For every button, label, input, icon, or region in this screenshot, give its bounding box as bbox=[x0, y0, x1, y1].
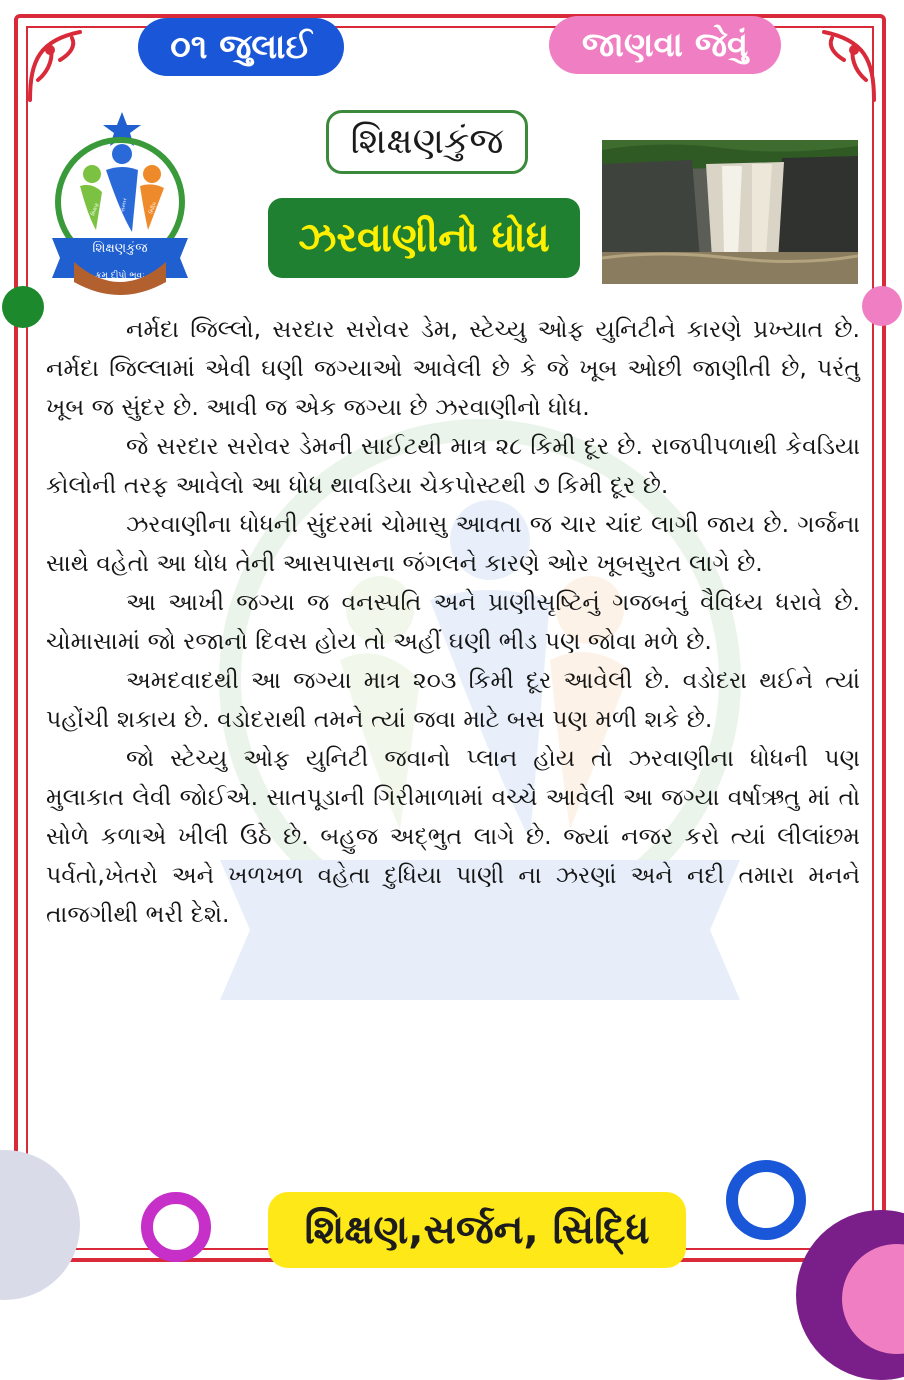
article-body bbox=[46, 310, 860, 934]
footer-motto: શિક્ષણ,સર્જન, સિદ્ધિ bbox=[268, 1192, 686, 1268]
ornament-corner-top-left-icon bbox=[20, 20, 110, 110]
article-paragraph-2: જે સરદાર સરોવર ડેમની સાઈટથી માત્ર ૨૮ કિમી દૂર છે. રાજપીપળાથી કેવડિયા કોલોની તરફ આવેલો આ ધોધ થાવડિયા ચેકપોસ્ટથી ૭ કિમી દૂર છે. bbox=[46, 432, 860, 499]
dot-left-icon bbox=[2, 286, 44, 328]
article-title: ઝરવાણીનો ધોધ bbox=[268, 198, 580, 278]
dot-right-icon bbox=[862, 286, 902, 326]
ring-right-icon bbox=[726, 1160, 806, 1240]
brand-name: શિક્ષણકુંજ bbox=[326, 110, 528, 174]
article-paragraph-4: આ આખી જગ્યા જ વનસ્પતિ અને પ્રાણીસૃષ્ટિનું ગજબનું વૈવિધ્ય ધરાવે છે. ચોમાસામાં જો રજાનો દિવસ હોય તો અહીં ઘણી ભીડ પણ જોવા મળે છે. bbox=[46, 588, 860, 655]
article-paragraph-1: નર્મદા જિલ્લો, સરદાર સરોવર ડેમ, સ્ટેચ્યુ ઓફ યુનિટીને કારણે પ્રખ્યાત છે. નર્મદા જિલ્લામાં એવી ઘણી જગ્યાઓ આવેલી છે કે જે ખૂબ ઓછી જાણીતી છે, પરંતુ ખૂબ જ સુંદર છે. આવી જ એક જગ્યા છે ઝરવાણીનો ધોધ. bbox=[46, 315, 860, 421]
category-badge: જાણવા જેવું bbox=[549, 16, 781, 74]
logo-side-word-2: સંસ્કાર bbox=[120, 197, 129, 213]
logo-side-word-1: શિક્ષણ bbox=[90, 202, 101, 217]
logo-tagline-text: ક્રમ દીપો ભવઃ bbox=[95, 271, 145, 281]
ring-left-icon bbox=[141, 1192, 211, 1262]
article-paragraph-3: ઝરવાણીના ધોધની સુંદરમાં ચોમાસુ આવતા જ ચાર ચાંદ લાગી જાય છે. ગર્જના સાથે વહેતો આ ધોધ તેની આસપાસના જંગલને કારણે ઓર ખૂબસુરત લાગે છે. bbox=[46, 510, 860, 577]
logo-name-text: શિક્ષણકુંજ bbox=[92, 241, 148, 256]
article-paragraph-6: જો સ્ટેચ્યુ ઓફ યુનિટી જવાનો પ્લાન હોય તો ઝરવાણીના ધોધની પણ મુલાકાત લેવી જોઈએ. સાતપૂડાની ગિરીમાળામાં વચ્ચે આવેલી આ જગ્યા વર્ષાઋતુ માં તો સોળે કળાએ ખીલી ઉઠે છે. બહુજ અદ્ભુત લાગે છે. જ્યાં નજર કરો ત્યાં લીલાંછમ પર્વતો,ખેતરો અને ખળખળ વહેતા દુધિયા પાણી ના ઝરણાં અને નદી તમારા મનને તાજગીથી ભરી દેશે. bbox=[46, 744, 860, 928]
ornament-corner-top-right-icon bbox=[794, 20, 884, 110]
article-paragraph-5: અમદવાદથી આ જગ્યા માત્ર ૨૦૩ કિમી દૂર આવેલી છે. વડોદરા થઈને ત્યાં પહોંચી શકાય છે. વડોદરાથી તમને ત્યાં જવા માટે બસ પણ મળી શકે છે. bbox=[46, 666, 860, 733]
date-badge: ૦૧ જુલાઈ bbox=[138, 18, 344, 76]
waterfall-photo bbox=[602, 140, 858, 284]
shikshankunj-logo bbox=[44, 112, 196, 296]
logo-side-word-3: સિદ્ધિ bbox=[148, 201, 159, 215]
